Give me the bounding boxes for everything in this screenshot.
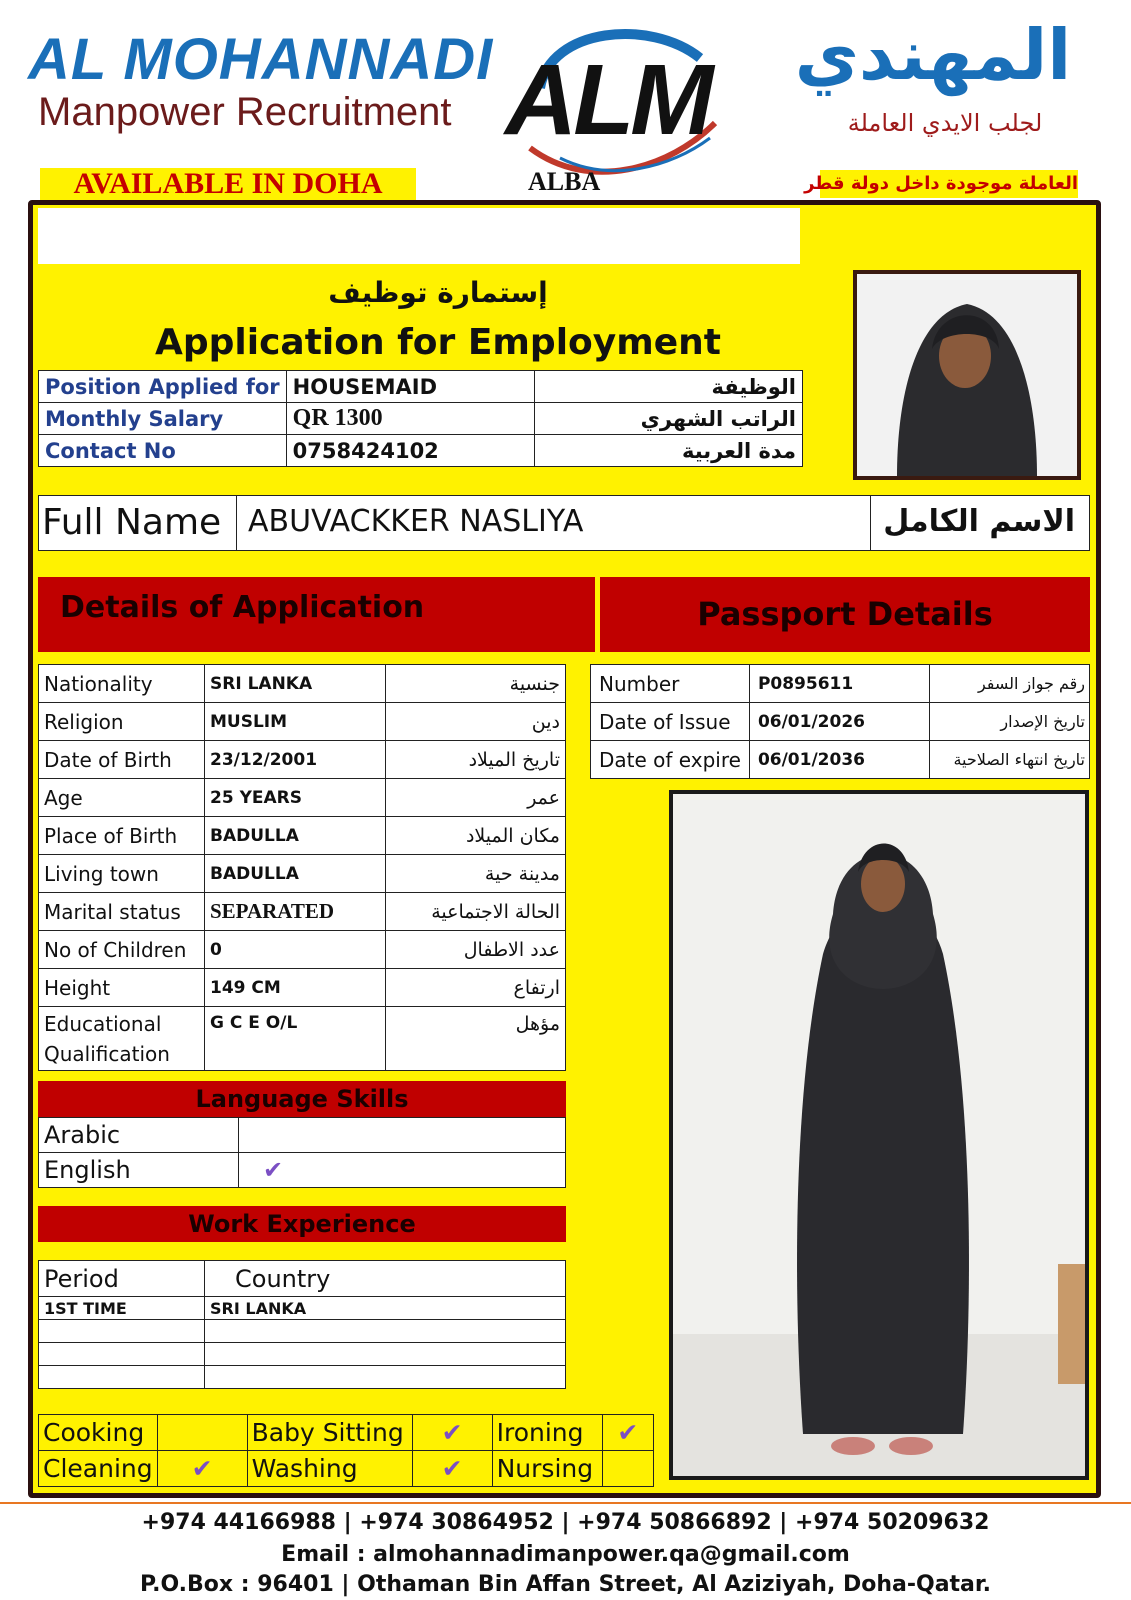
country-header: Country (205, 1261, 566, 1297)
contact-value: 0758424102 (286, 435, 534, 467)
detail-value: 0 (205, 931, 386, 969)
passport-label: Date of Issue (591, 703, 750, 741)
detail-label-arabic: عدد الاطفال (386, 931, 566, 969)
available-banner-arabic: العاملة موجودة داخل دولة قطر (820, 170, 1078, 198)
passport-value: 06/01/2026 (749, 703, 929, 741)
footer-email: Email : almohannadimanpower.qa@gmail.com (281, 1542, 850, 1567)
skill-label: Washing (247, 1451, 412, 1487)
detail-label-arabic: عمر (386, 779, 566, 817)
footer-divider (0, 1502, 1131, 1504)
detail-label-arabic: مكان الميلاد (386, 817, 566, 855)
detail-label: Educational Qualification (39, 1007, 205, 1071)
detail-label: Nationality (39, 665, 205, 703)
detail-label: No of Children (39, 931, 205, 969)
passport-label: Date of expire (591, 741, 750, 779)
check-icon: ✔ (157, 1451, 247, 1487)
table-row (591, 741, 1090, 779)
table-row (591, 703, 1090, 741)
table-row (39, 1297, 566, 1320)
table-row (39, 1007, 566, 1071)
country-cell (205, 1343, 566, 1366)
check-icon: ✔ (602, 1415, 653, 1451)
salary-value: QR 1300 (286, 403, 534, 435)
passport-heading: Passport Details (600, 577, 1090, 652)
table-row (39, 779, 566, 817)
country-cell: SRI LANKA (205, 1297, 566, 1320)
brand-subtitle: Manpower Recruitment (38, 90, 452, 134)
position-label: Position Applied for (39, 371, 287, 403)
full-name-value: ABUVACKKER NASLIYA (248, 504, 584, 539)
contact-row (39, 435, 803, 467)
table-row (39, 1320, 566, 1343)
position-value: HOUSEMAID (286, 371, 534, 403)
detail-value: G C E O/L (205, 1007, 386, 1071)
passport-label-arabic: تاريخ انتهاء الصلاحية (929, 741, 1089, 779)
footer-phones: +974 44166988 | +974 30864952 | +974 50866892 | +974 50209632 (141, 1510, 990, 1535)
full-name-label: Full Name (42, 502, 222, 543)
available-banner: AVAILABLE IN DOHA (40, 168, 416, 200)
table-row (39, 893, 566, 931)
skill-label: Ironing (492, 1415, 602, 1451)
detail-label-arabic: تاريخ الميلاد (386, 741, 566, 779)
table-row (39, 665, 566, 703)
table-row (39, 931, 566, 969)
period-cell (39, 1343, 205, 1366)
detail-value: MUSLIM (205, 703, 386, 741)
detail-label-arabic: جنسية (386, 665, 566, 703)
skill-label: Cooking (39, 1415, 158, 1451)
detail-label: Place of Birth (39, 817, 205, 855)
check-icon (157, 1415, 247, 1451)
country-cell (205, 1320, 566, 1343)
detail-value: 149 CM (205, 969, 386, 1007)
detail-label: Date of Birth (39, 741, 205, 779)
check-icon: ✔ (412, 1451, 492, 1487)
check-icon: ✔ (239, 1153, 566, 1188)
table-row (39, 855, 566, 893)
language-label: English (39, 1153, 239, 1188)
form-title-arabic: إستمارة توظيف (328, 276, 548, 309)
brand-subtitle-arabic: لجلب الايدي العاملة (847, 109, 1043, 137)
detail-label-arabic: مؤهل (386, 1007, 566, 1071)
alba-label: ALBA (528, 167, 601, 196)
salary-label: Monthly Salary (39, 403, 287, 435)
period-cell (39, 1320, 205, 1343)
footer-address: P.O.Box : 96401 | Othaman Bin Affan Street, Al Aziziyah, Doha-Qatar. (140, 1572, 991, 1597)
table-row (39, 1415, 654, 1451)
brand-name-arabic: المهندي (794, 14, 1072, 96)
skill-label: Nursing (492, 1451, 602, 1487)
passport-table (590, 664, 1090, 779)
contact-label: Contact No (39, 435, 287, 467)
detail-label: Living town (39, 855, 205, 893)
detail-value: BADULLA (205, 817, 386, 855)
country-cell (205, 1366, 566, 1389)
portrait-photo (853, 270, 1081, 480)
table-row (39, 817, 566, 855)
passport-value: P0895611 (749, 665, 929, 703)
blank-bar (38, 208, 800, 264)
form-title: Application for Employment (154, 322, 721, 363)
detail-value: 25 YEARS (205, 779, 386, 817)
brand-name: AL MOHANNADI (28, 27, 494, 92)
detail-label-arabic: دين (386, 703, 566, 741)
full-name-label-arabic: الاسم الكامل (883, 504, 1075, 539)
passport-label-arabic: رقم جواز السفر (929, 665, 1089, 703)
alm-logo-mark: ALM (505, 44, 710, 156)
detail-label-arabic: ارتفاع (386, 969, 566, 1007)
details-table (38, 664, 566, 1071)
period-cell (39, 1366, 205, 1389)
period-cell: 1ST TIME (39, 1297, 205, 1320)
skill-label: Cleaning (39, 1451, 158, 1487)
language-label: Arabic (39, 1118, 239, 1153)
detail-label-arabic: الحالة الاجتماعية (386, 893, 566, 931)
contact-label-arabic: مدة العربية (534, 435, 802, 467)
table-row (39, 741, 566, 779)
table-row (39, 1118, 566, 1153)
salary-label-arabic: الراتب الشهري (534, 403, 802, 435)
work-experience-heading: Work Experience (38, 1206, 566, 1242)
skills-table (38, 1414, 654, 1487)
language-table (38, 1117, 566, 1188)
table-header-row (39, 1261, 566, 1297)
detail-value: 23/12/2001 (205, 741, 386, 779)
table-row (591, 665, 1090, 703)
check-icon: ✔ (412, 1415, 492, 1451)
passport-value: 06/01/2036 (749, 741, 929, 779)
detail-value: SRI LANKA (205, 665, 386, 703)
table-row (39, 1366, 566, 1389)
detail-label-arabic: مدينة حية (386, 855, 566, 893)
detail-value: SEPARATED (205, 893, 386, 931)
table-row (39, 1153, 566, 1188)
passport-label: Number (591, 665, 750, 703)
table-row (39, 1451, 654, 1487)
full-body-photo (669, 790, 1089, 1480)
detail-value: BADULLA (205, 855, 386, 893)
passport-label-arabic: تاريخ الإصدار (929, 703, 1089, 741)
detail-label: Height (39, 969, 205, 1007)
details-heading: Details of Application (38, 577, 595, 652)
table-row (39, 1343, 566, 1366)
top-info-table (38, 370, 803, 467)
table-row (39, 969, 566, 1007)
detail-label: Religion (39, 703, 205, 741)
position-row (39, 371, 803, 403)
detail-label: Marital status (39, 893, 205, 931)
work-table (38, 1260, 566, 1389)
table-row (39, 703, 566, 741)
check-icon (239, 1118, 566, 1153)
position-label-arabic: الوظيفة (534, 371, 802, 403)
divider (236, 495, 237, 551)
check-icon (602, 1451, 653, 1487)
detail-label: Age (39, 779, 205, 817)
salary-row (39, 403, 803, 435)
portrait-figure-icon (857, 274, 1077, 476)
full-body-figure-icon (673, 794, 1085, 1476)
period-header: Period (39, 1261, 205, 1297)
language-skills-heading: Language Skills (38, 1081, 566, 1117)
skill-label: Baby Sitting (247, 1415, 412, 1451)
